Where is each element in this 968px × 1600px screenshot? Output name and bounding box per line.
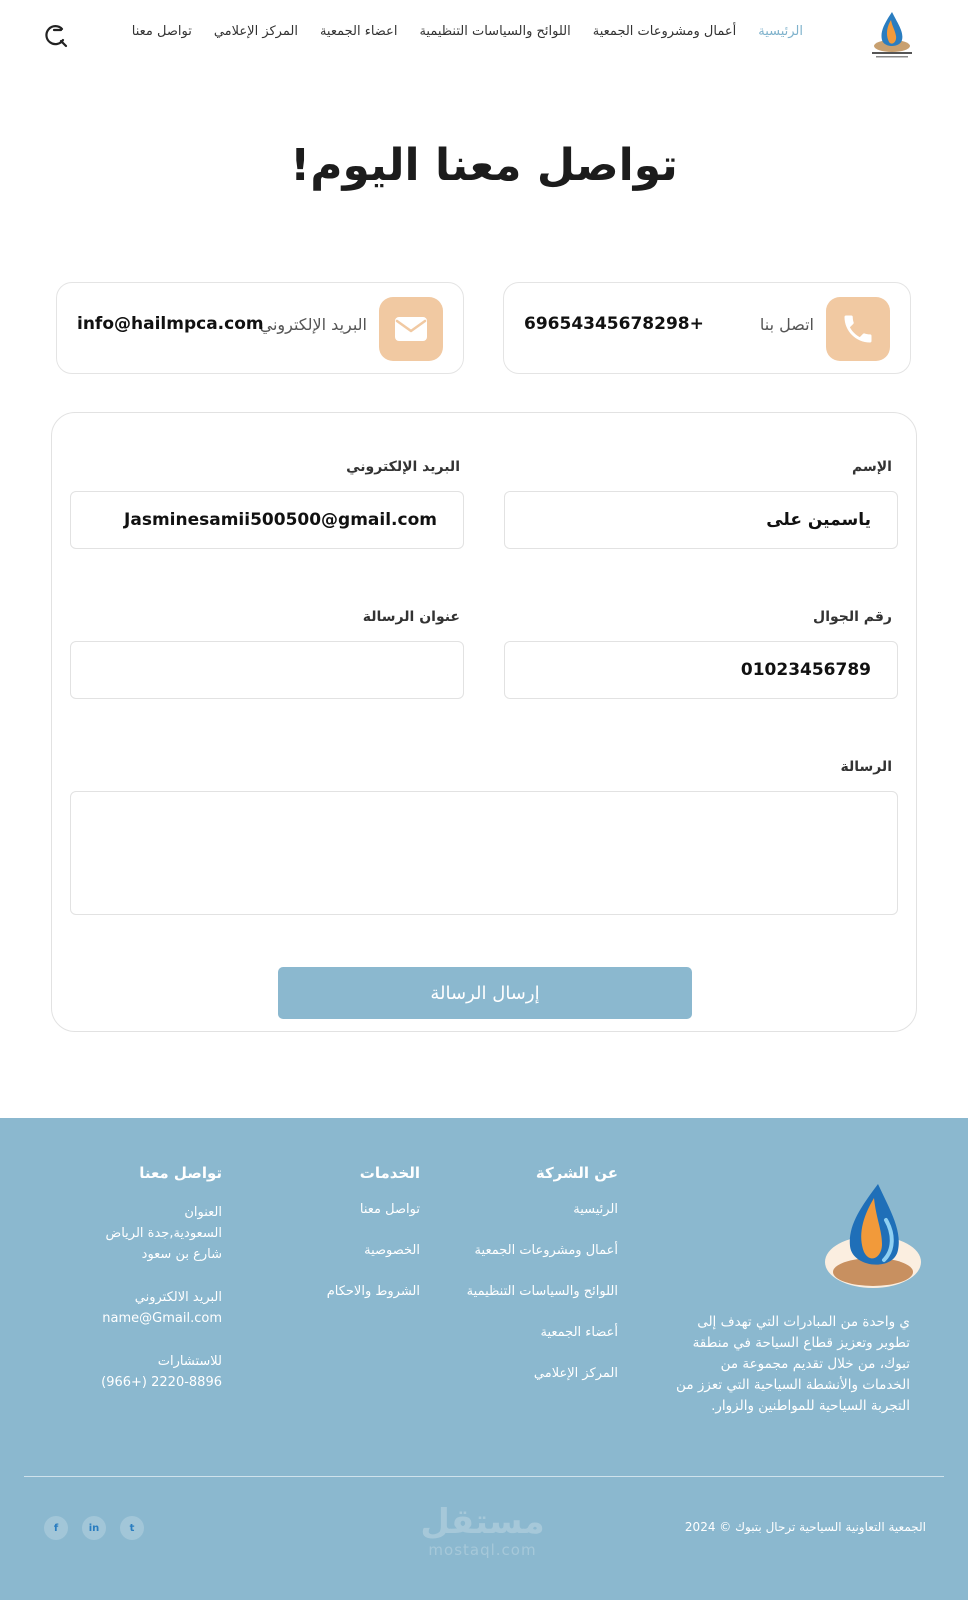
footer-link-terms[interactable]: الشروط والاحكام <box>326 1284 420 1299</box>
footer-services-title: الخدمات <box>359 1164 420 1182</box>
page-title: تواصل معنا اليوم! <box>290 140 678 191</box>
facebook-icon[interactable]: f <box>44 1516 68 1540</box>
subject-label: عنوان الرسالة <box>362 609 460 625</box>
mostaql-watermark <box>420 1503 545 1559</box>
footer-contact-title: تواصل معنا <box>139 1164 222 1182</box>
email-card-label: البريد الإلكتروني <box>259 315 367 334</box>
linkedin-icon[interactable]: in <box>82 1516 106 1540</box>
footer-company-column <box>467 1164 618 1407</box>
footer-divider <box>24 1476 944 1477</box>
footer-address-label: العنوان <box>184 1205 222 1220</box>
phone-icon <box>826 297 890 361</box>
main-nav <box>132 24 803 39</box>
site-header <box>0 0 968 70</box>
phone-card-label: اتصل بنا <box>759 315 814 334</box>
footer-link-projects[interactable]: أعمال ومشروعات الجمعية <box>474 1243 618 1258</box>
footer-logo <box>820 1180 926 1298</box>
name-label: الإسم <box>852 459 892 475</box>
phone-card-value[interactable]: 69654345678298+ <box>524 314 704 334</box>
footer-company-title: عن الشركة <box>535 1164 618 1182</box>
footer-address-line2: شارع بن سعود <box>141 1247 222 1262</box>
envelope-icon <box>379 297 443 361</box>
footer-link-media-center[interactable]: المركز الإعلامي <box>533 1366 618 1381</box>
footer-consult-value[interactable]: (966+) 2220-8896 <box>101 1375 222 1390</box>
contact-form <box>51 412 917 1032</box>
nav-item-projects[interactable]: أعمال ومشروعات الجمعية <box>592 24 737 39</box>
footer-link-home[interactable]: الرئيسية <box>573 1202 618 1217</box>
nav-item-members[interactable]: اعضاء الجمعية <box>319 24 398 39</box>
nav-item-policies[interactable]: اللوائح والسياسات التنظيمية <box>419 24 571 39</box>
nav-item-home[interactable]: الرئيسية <box>758 24 803 39</box>
email-card-value[interactable]: info@hailmpca.com <box>77 314 264 334</box>
twitter-icon[interactable]: t <box>120 1516 144 1540</box>
site-logo[interactable] <box>864 6 920 62</box>
footer-link-contact[interactable]: تواصل معنا <box>359 1202 420 1217</box>
site-footer <box>0 1118 968 1600</box>
phone-card <box>503 282 911 374</box>
name-input[interactable] <box>504 491 898 549</box>
nav-item-contact[interactable]: تواصل معنا <box>131 24 192 39</box>
footer-link-privacy[interactable]: الخصوصية <box>364 1243 420 1258</box>
email-label: البريد الإلكتروني <box>346 459 460 475</box>
phone-label: رقم الجوال <box>813 609 892 625</box>
footer-consult-label: للاستشارات <box>157 1354 222 1369</box>
footer-address-line1: السعودية,جدة الرياض <box>105 1226 222 1241</box>
nav-item-media-center[interactable]: المركز الإعلامي <box>213 24 298 39</box>
footer-email-label: البريد الالكتروني <box>134 1290 222 1305</box>
message-textarea[interactable] <box>70 791 898 915</box>
social-links <box>44 1516 144 1540</box>
subject-input[interactable] <box>70 641 464 699</box>
phone-input[interactable] <box>504 641 898 699</box>
footer-email-value[interactable]: name@Gmail.com <box>102 1311 222 1326</box>
submit-button[interactable]: إرسال الرسالة <box>278 967 692 1019</box>
footer-link-policies[interactable]: اللوائح والسياسات التنظيمية <box>466 1284 618 1299</box>
footer-contact-column <box>101 1164 222 1393</box>
watermark-english: mostaql.com <box>428 1541 537 1559</box>
footer-copyright: الجمعية التعاونية السياحية ترحال بتبوك © 2024 <box>684 1520 926 1534</box>
message-label: الرسالة <box>840 759 892 775</box>
watermark-arabic: مستقل <box>420 1502 545 1542</box>
footer-link-members[interactable]: أعضاء الجمعية <box>540 1325 618 1340</box>
email-card <box>56 282 464 374</box>
footer-services-column <box>327 1164 420 1325</box>
email-input[interactable] <box>70 491 464 549</box>
search-icon[interactable] <box>42 22 70 50</box>
footer-about-text: ي واحدة من المبادرات التي تهدف إلى تطوير وتعزيز قطاع السياحة في منطقة تبوك، من خلال تقديم مجموعة من الخدمات والأنشطة السياحية التي تعزز من التجربة السياحية للمواطنين والزوار. <box>676 1314 910 1414</box>
